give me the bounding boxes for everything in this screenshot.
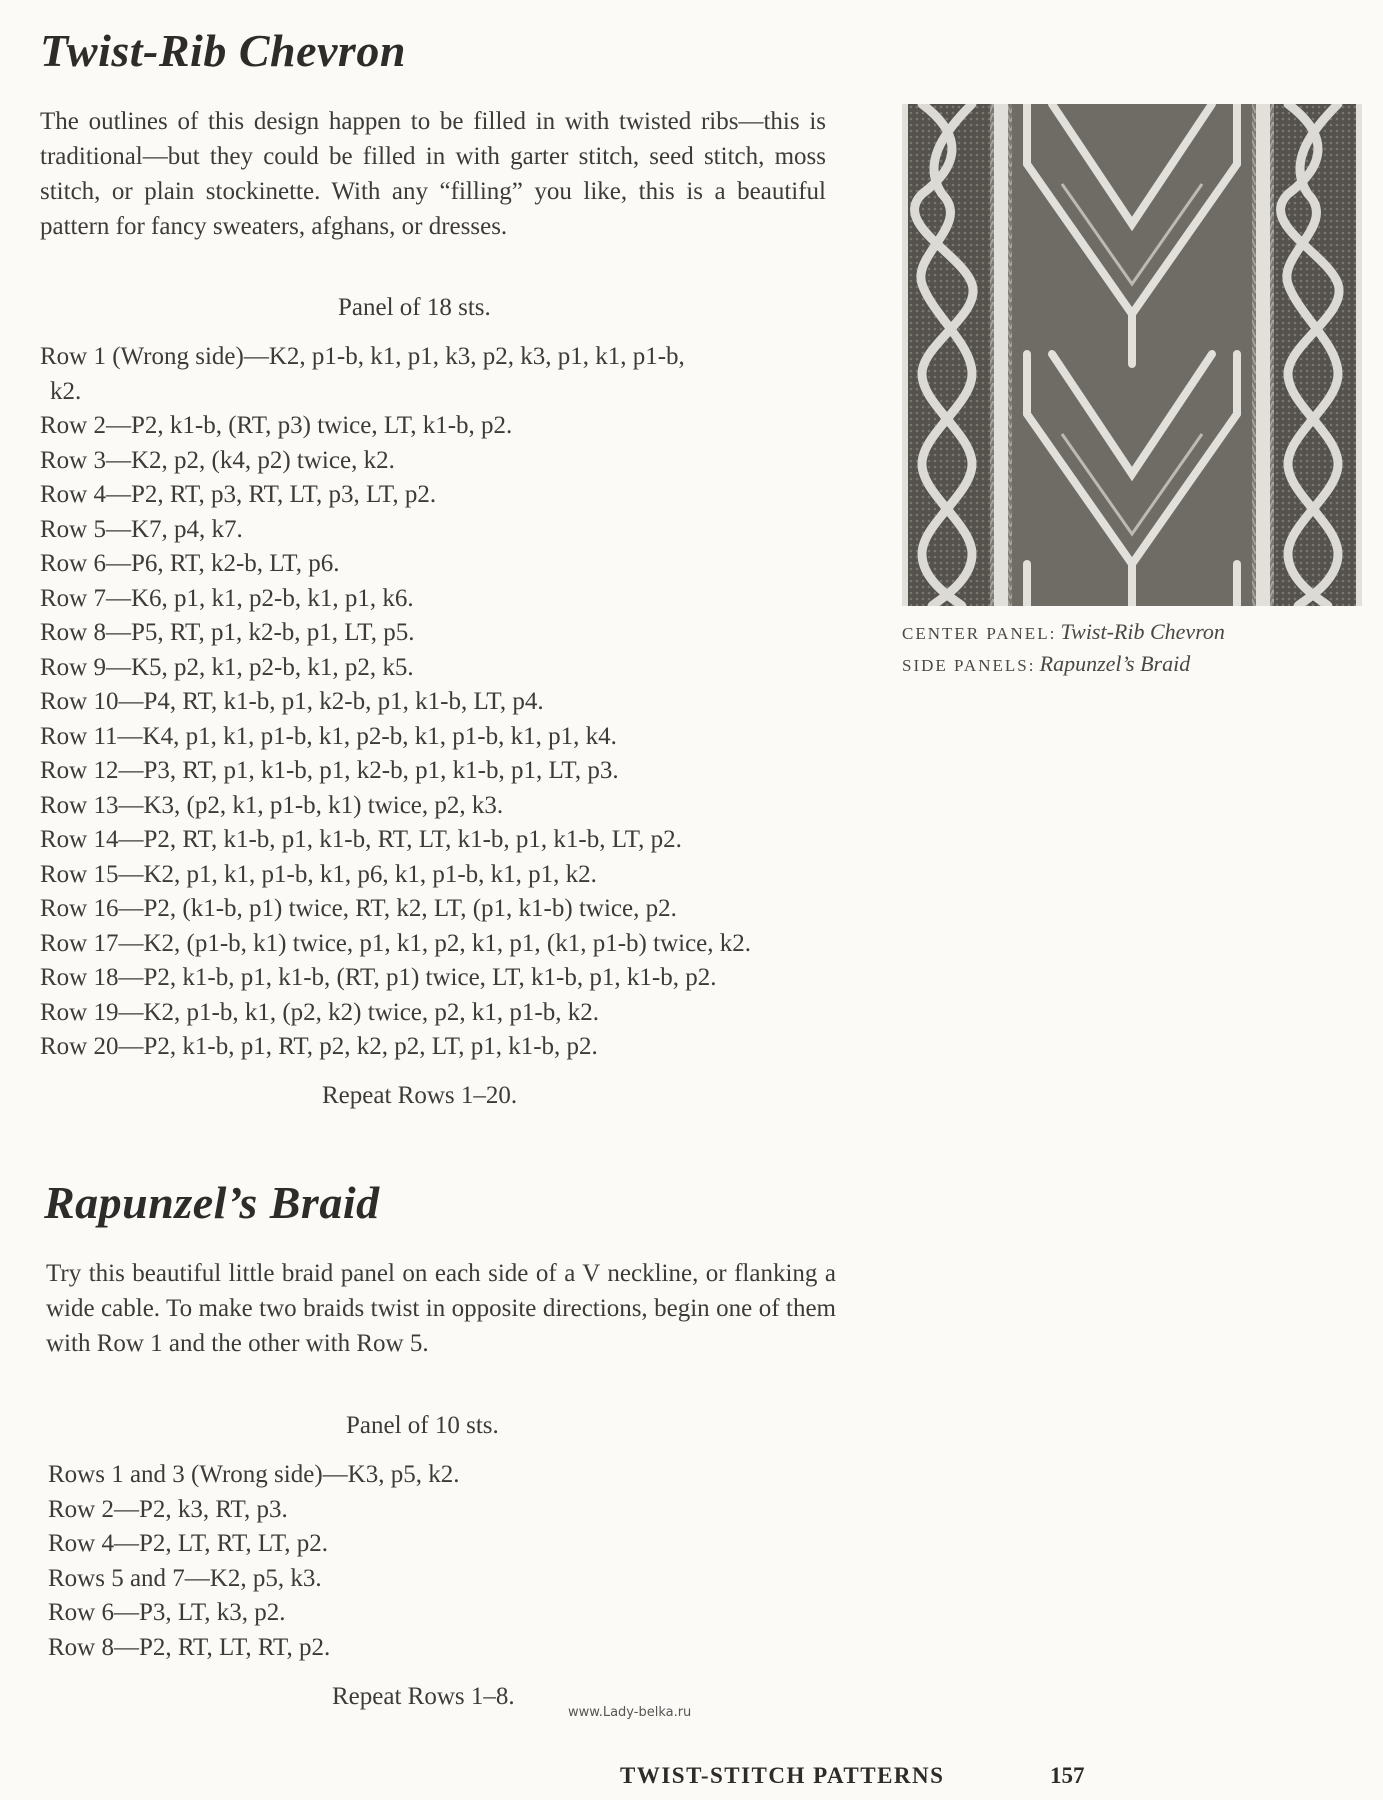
instruction-rows-rapunzel	[48, 1458, 459, 1665]
instruction-row: Row 2—P2, k1-b, (RT, p3) twice, LT, k1-b, p2.	[40, 412, 513, 439]
instruction-rows-twist-rib	[40, 340, 751, 1065]
instruction-row: Row 1 (Wrong side)—K2, p1-b, k1, p1, k3, p2, k3, p1, k1, p1-b,	[40, 343, 685, 370]
instruction-row: Row 20—P2, k1-b, p1, RT, p2, k2, p2, LT, p1, k1-b, p2.	[40, 1033, 598, 1060]
intro-paragraph-rapunzel: Try this beautiful little braid panel on each side of a V neckline, or flanking a wide cable. To make two braids twist in opposite directions, begin one of them with Row 1 and the other with Row 5.	[46, 1260, 836, 1357]
instruction-row: Row 11—K4, p1, k1, p1-b, k1, p2-b, k1, p1-b, k1, p1, k4.	[40, 722, 617, 750]
knitting-swatch-illustration	[902, 104, 1362, 606]
caption-side-label: SIDE PANELS:	[902, 656, 1036, 675]
instruction-row: Row 8—P2, RT, LT, RT, p2.	[48, 1633, 331, 1661]
running-footer: TWIST-STITCH PATTERNS	[620, 1763, 945, 1788]
instruction-row: Row 6—P6, RT, k2-b, LT, p6.	[40, 550, 340, 577]
instruction-row: Row 7—K6, p1, k1, p2-b, k1, p1, k6.	[40, 584, 414, 612]
instruction-row: Row 9—K5, p2, k1, p2-b, k1, p2, k5.	[40, 653, 414, 681]
instruction-row: Row 15—K2, p1, k1, p1-b, k1, p6, k1, p1-b, k1, p1, k2.	[40, 860, 597, 888]
instruction-row-continuation: k2.	[50, 377, 82, 405]
watermark-url: www.Lady-belka.ru	[568, 1705, 692, 1720]
instruction-row: Row 13—K3, (p2, k1, p1-b, k1) twice, p2, k3.	[40, 791, 504, 819]
instruction-row: Row 10—P4, RT, k1-b, p1, k2-b, p1, k1-b, LT, p4.	[40, 688, 544, 715]
section-title-rapunzels-braid: Rapunzel’s Braid	[44, 1177, 380, 1228]
instruction-row: Row 6—P3, LT, k3, p2.	[48, 1599, 286, 1626]
panel-size-label: Panel of 18 sts.	[338, 294, 491, 321]
instruction-row: Row 5—K7, p4, k7.	[40, 515, 243, 543]
instruction-row: Row 18—P2, k1-b, p1, k1-b, (RT, p1) twice, LT, k1-b, p1, k1-b, p2.	[40, 964, 717, 991]
repeat-instruction-rapunzel: Repeat Rows 1–8.	[332, 1683, 515, 1710]
instruction-row: Row 2—P2, k3, RT, p3.	[48, 1495, 288, 1523]
instruction-row: Row 14—P2, RT, k1-b, p1, k1-b, RT, LT, k1-b, p1, k1-b, LT, p2.	[40, 826, 682, 853]
instruction-row: Row 19—K2, p1-b, k1, (p2, k2) twice, p2, k1, p1-b, k2.	[40, 998, 599, 1026]
instruction-row: Row 3—K2, p2, (k4, p2) twice, k2.	[40, 446, 395, 474]
caption-side-name: Rapunzel’s Braid	[1039, 651, 1191, 676]
page-number: 157	[1050, 1763, 1085, 1788]
instruction-row: Rows 5 and 7—K2, p5, k3.	[48, 1564, 322, 1592]
section-title-twist-rib-chevron: Twist-Rib Chevron	[40, 25, 406, 76]
panel-size-label-rapunzel: Panel of 10 sts.	[346, 1412, 499, 1439]
instruction-row: Row 16—P2, (k1-b, p1) twice, RT, k2, LT, (p1, k1-b) twice, p2.	[40, 895, 677, 922]
instruction-row: Rows 1 and 3 (Wrong side)—K3, p5, k2.	[48, 1461, 460, 1488]
caption-center-name: Twist-Rib Chevron	[1060, 619, 1225, 644]
instruction-row: Row 17—K2, (p1-b, k1) twice, p1, k1, p2, k1, p1, (k1, p1-b) twice, k2.	[40, 929, 752, 957]
photo-caption	[902, 617, 1225, 681]
instruction-row: Row 12—P3, RT, p1, k1-b, p1, k2-b, p1, k1-b, p1, LT, p3.	[40, 757, 619, 784]
instruction-row: Row 4—P2, RT, p3, RT, LT, p3, LT, p2.	[40, 481, 437, 508]
caption-center-label: CENTER PANEL:	[902, 624, 1057, 643]
instruction-row: Row 4—P2, LT, RT, LT, p2.	[48, 1530, 329, 1557]
knitting-swatch-photo	[902, 104, 1362, 606]
repeat-instruction-twist-rib: Repeat Rows 1–20.	[322, 1082, 518, 1109]
intro-paragraph-twist-rib: The outlines of this design happen to be filled in with twisted ribs—this is traditional—but they could be filled in with garter stitch, seed stitch, moss stitch, or plain stockinette. With any “filling” you like, this is a beautiful pattern for fancy sweaters, afghans, or dresses.	[40, 108, 826, 240]
instruction-row: Row 8—P5, RT, p1, k2-b, p1, LT, p5.	[40, 619, 415, 646]
